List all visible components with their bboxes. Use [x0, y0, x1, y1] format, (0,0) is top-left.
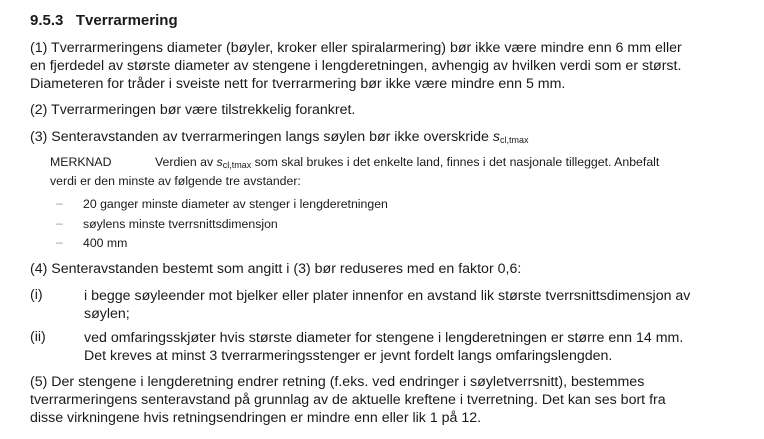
note-symbol: s — [216, 155, 223, 169]
list-item-line-2: Det kreves at minst 3 tverrarmeringsstenger er jevnt fordelt langs omfaringslengden. — [84, 348, 613, 364]
list-item-line-1: ved omfaringsskjøter hvis største diameter for stengene i lengderetningen er større enn 14 mm. — [84, 330, 684, 346]
list-item-number: (i) — [30, 287, 43, 303]
note-block — [50, 154, 659, 189]
dash-bullet: – — [56, 216, 63, 230]
note-text-b: som skal brukes i det enkelte land, finnes i det nasjonale tillegget. Anbefalt — [251, 155, 660, 169]
list-item — [84, 287, 690, 323]
paragraph-5-line-1: (5) Der stengene i lengderetning endrer retning (f.eks. ved endringer i søyletverrsnitt), bestemmes — [30, 374, 645, 390]
dash-bullet: – — [56, 235, 63, 249]
paragraph-3-text: (3) Senteravstanden av tverrarmeringen langs søylen bør ikke overskride — [30, 129, 493, 145]
note-list-item: søylens minste tverrsnittsdimensjon — [83, 217, 278, 231]
list-item-line-1: i begge søyleender mot bjelker eller plater innenfor en avstand lik største tverrsnittsdimensjon av — [84, 288, 691, 304]
note-label: MERKNAD — [50, 155, 112, 169]
dash-bullet: – — [56, 196, 63, 210]
paragraph-4-text: (4) Senteravstanden bestemt som angitt i (3) bør reduseres med en faktor 0,6: — [30, 261, 522, 277]
note-text-a: Verdien av — [155, 155, 217, 169]
list-item — [84, 329, 683, 365]
paragraph-3-symbol: s — [492, 129, 500, 145]
note-list-item: 400 mm — [83, 236, 128, 250]
note-subscript: cl,tmax — [222, 160, 252, 170]
paragraph-4 — [30, 260, 521, 278]
paragraph-1 — [30, 39, 682, 93]
paragraph-5 — [30, 373, 666, 427]
list-item-line-2: søylen; — [84, 306, 130, 322]
paragraph-1-line-3: Diameteren for tråder i sveiste nett for tverrarmering bør ikke være mindre enn 5 mm. — [30, 76, 566, 92]
paragraph-1-line-1: (1) Tverrarmeringens diameter (bøyler, kroker eller spiralarmering) bør ikke være mindre enn 6 mm eller — [30, 40, 682, 56]
note-list-item: 20 ganger minste diameter av stenger i lengderetningen — [83, 197, 388, 211]
paragraph-1-line-2: en fjerdedel av største diameter av stengene i lengderetningen, avhengig av hvilken verdi som er størst. — [30, 58, 682, 74]
paragraph-3-subscript: cl,tmax — [499, 135, 529, 145]
paragraph-5-line-2: tverrarmeringens senteravstand på grunnlag av de aktuelle kreftene i tverretning. Det kan ses bort fra — [30, 392, 666, 408]
paragraph-2 — [30, 101, 355, 119]
paragraph-2-text: (2) Tverrarmeringen bør være tilstrekkelig forankret. — [30, 102, 356, 118]
section-title: Tverrarmering — [75, 12, 178, 29]
note-line-2: verdi er den minste av følgende tre avstander: — [50, 174, 301, 188]
section-number: 9.5.3 — [30, 12, 64, 29]
paragraph-5-line-3: disse virkningene hvis retningsendringen er mindre enn eller lik 1 på 12. — [30, 410, 482, 426]
paragraph-3 — [30, 128, 528, 149]
list-item-number: (ii) — [30, 329, 46, 345]
section-heading — [30, 12, 178, 29]
